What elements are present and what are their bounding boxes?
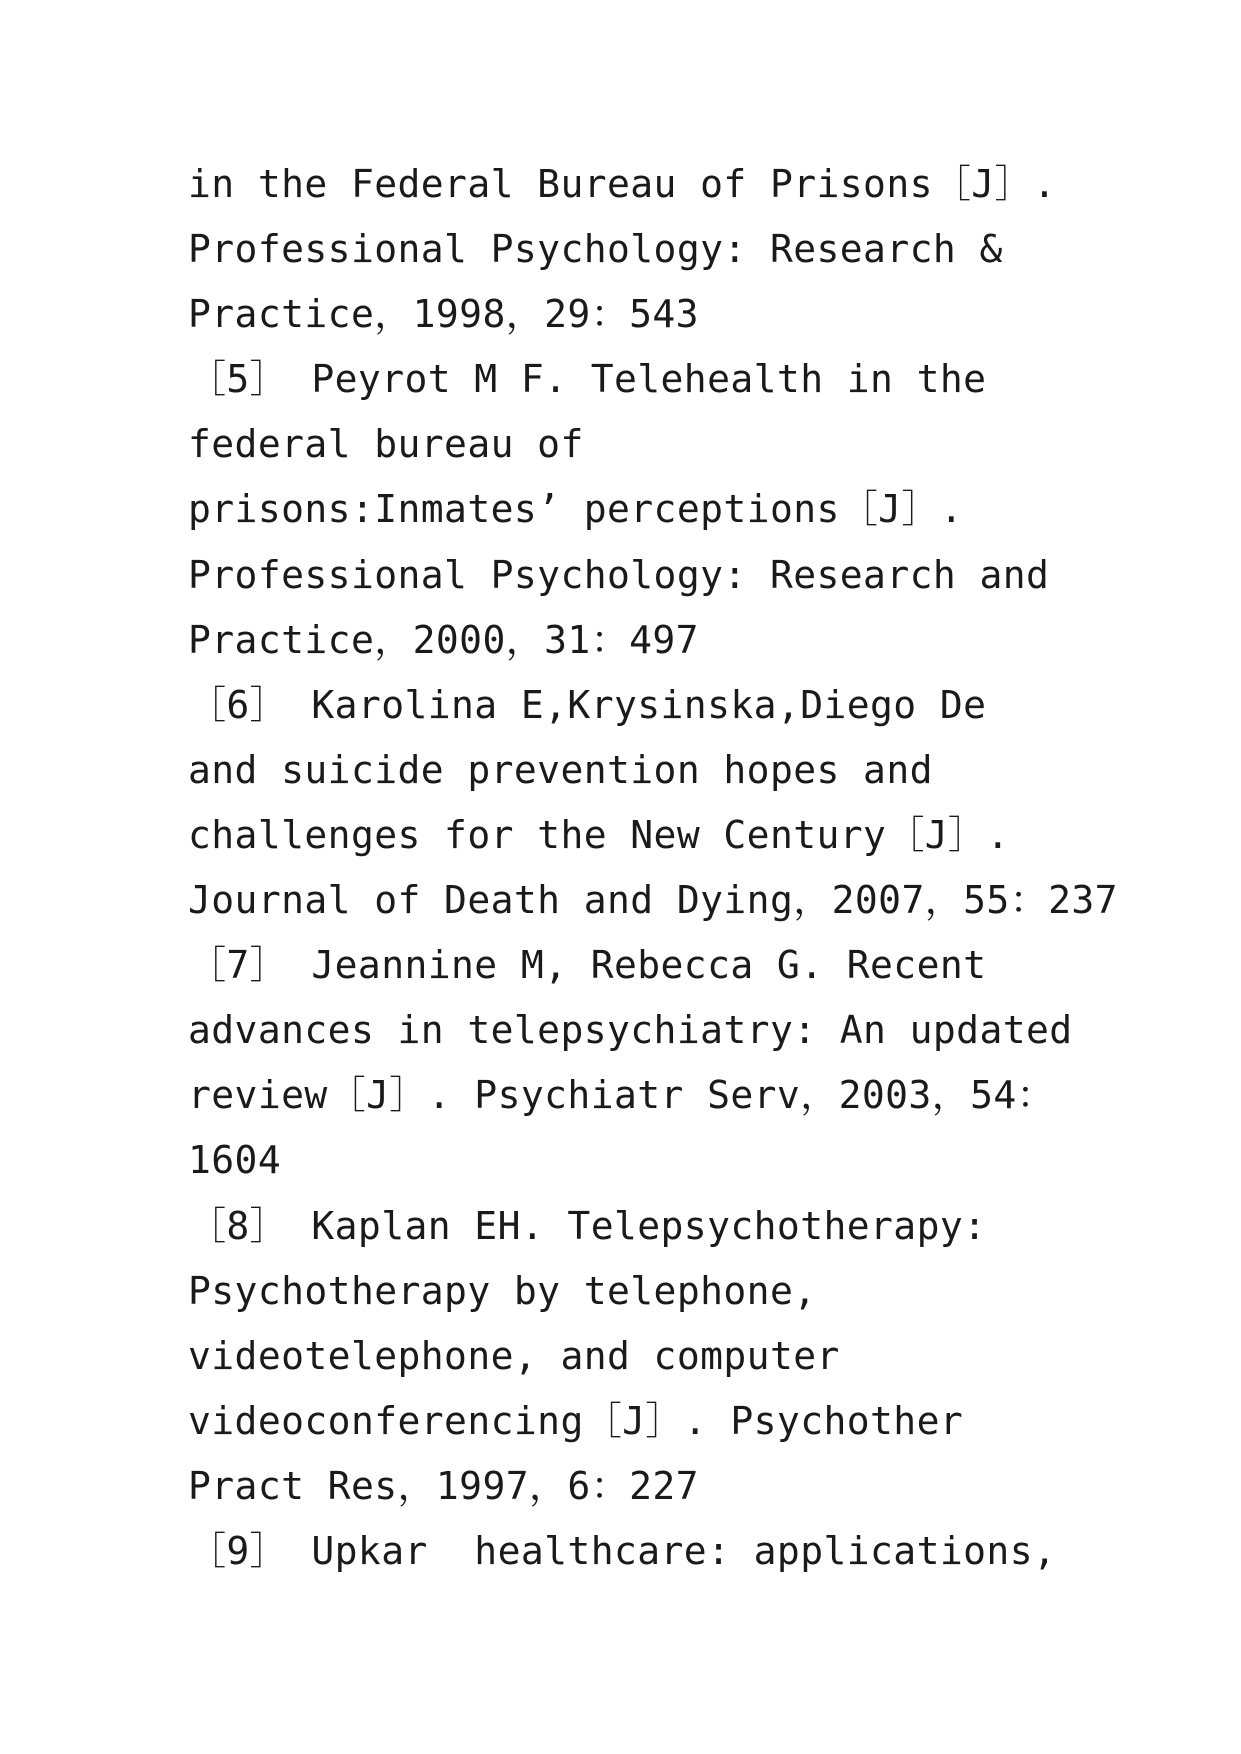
reference-8-line: Psychotherapy by telephone, [188, 1268, 817, 1313]
reference-line-continuation-4: Professional Psychology: Research & [188, 227, 1003, 272]
reference-list [188, 152, 1118, 1584]
reference-line-continuation-4: Practice，1998，29：543 [188, 292, 699, 337]
reference-6-line: Journal of Death and Dying，2007，55：237 [188, 878, 1118, 923]
reference-5-line: Professional Psychology: Research and [188, 552, 1050, 597]
reference-7-line: 1604 [188, 1138, 282, 1183]
reference-line-continuation-4: in the Federal Bureau of Prisons［J］. [188, 162, 1057, 206]
reference-5-line: federal bureau of [188, 422, 584, 467]
reference-6-line: challenges for the New Century［J］. [188, 812, 1010, 857]
reference-6-line: ［6］ Karolina E,Krysinska,Diego De [188, 682, 987, 727]
reference-5-line: Practice，2000，31：497 [188, 617, 699, 662]
reference-8-line: videotelephone, and computer [188, 1333, 840, 1378]
reference-8-line: ［8］ Kaplan EH. Telepsychotherapy: [188, 1203, 987, 1248]
reference-8-line: Pract Res，1997，6：227 [188, 1463, 699, 1508]
reference-7-line: ［7］ Jeannine M, Rebecca G. Recent [188, 943, 987, 988]
reference-5-line: prisons:Inmates’ perceptions［J］. [188, 487, 964, 532]
reference-9-line: ［9］ Upkar healthcare: applications, [188, 1528, 1057, 1573]
reference-6-line: and suicide prevention hopes and [188, 747, 933, 792]
reference-5-line: ［5］ Peyrot M F. Telehealth in the [188, 357, 987, 402]
reference-7-line: review［J］. Psychiatr Serv，2003，54： [188, 1073, 1056, 1118]
reference-8-line: videoconferencing［J］. Psychother [188, 1398, 964, 1443]
reference-7-line: advances in telepsychiatry: An updated [188, 1008, 1073, 1053]
